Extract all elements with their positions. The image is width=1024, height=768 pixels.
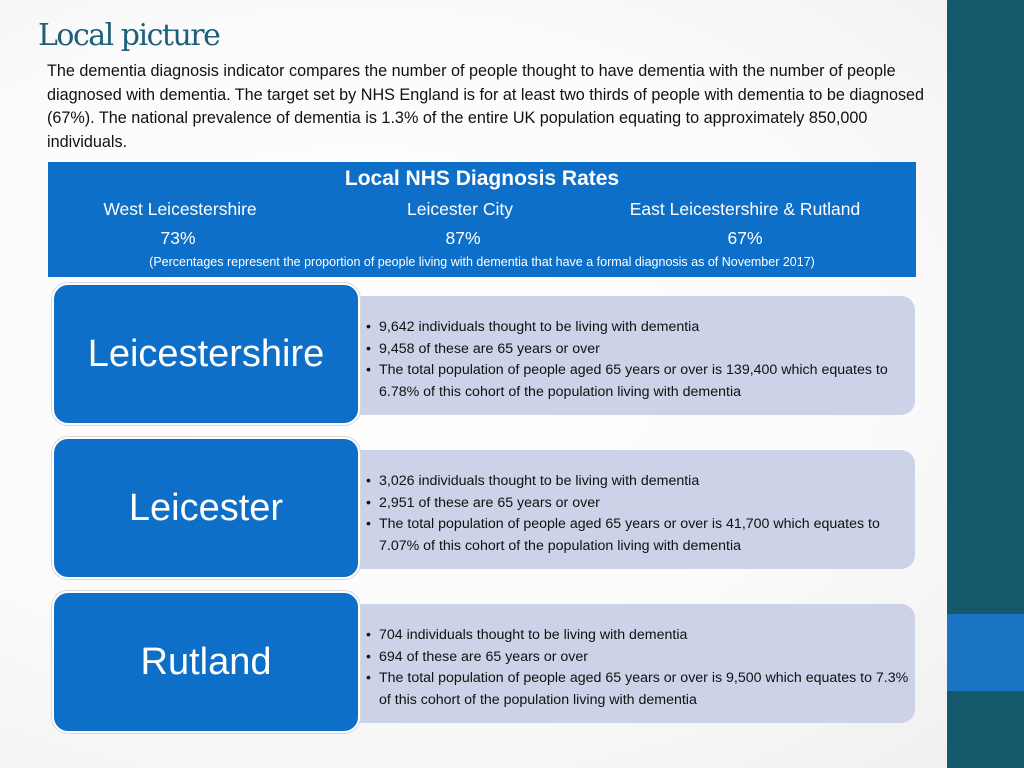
card-label-leicestershire: Leicestershire — [52, 283, 360, 425]
bullet-list — [366, 471, 911, 557]
right-sidebar-accent — [947, 614, 1024, 691]
rate-west-leicestershire: 73% — [160, 228, 196, 248]
diagnosis-rates-box — [48, 162, 916, 277]
rate-east-leicestershire-rutland: 67% — [727, 228, 763, 248]
card-label-rutland: Rutland — [52, 591, 360, 733]
area-east-leicestershire-rutland: East Leicestershire & Rutland — [629, 199, 861, 219]
bullet-item: • 9,458 of these are 65 years or over — [366, 339, 911, 361]
rates-title: Local NHS Diagnosis Rates — [344, 167, 620, 190]
rate-leicester-city: 87% — [445, 228, 481, 248]
card-details-leicestershire — [330, 296, 915, 415]
area-west-leicestershire: West Leicestershire — [103, 199, 257, 219]
bullet-item: • The total population of people aged 65 years or over is 41,700 which equates to 7.07% of this cohort of the population living with dementia — [366, 514, 911, 557]
card-label-leicester: Leicester — [52, 437, 360, 579]
bullet-list — [366, 317, 911, 403]
bullet-list — [366, 625, 911, 711]
intro-paragraph: The dementia diagnosis indicator compares the number of people thought to have dementia with the number of people diagnosed with dementia. The target set by NHS England is for at least two thirds of people with dementia to be diagnosed (67%). The national prevalence of dementia is 1.3% of the entire UK population equating to approximately 850,000 individuals. — [47, 62, 925, 151]
card-details-rutland — [330, 604, 915, 723]
card-details-leicester — [330, 450, 915, 569]
bullet-item: • 694 of these are 65 years or over — [366, 647, 911, 669]
bullet-item: • 9,642 individuals thought to be living with dementia — [366, 317, 911, 339]
bullet-item: • 704 individuals thought to be living with dementia — [366, 625, 911, 647]
bullet-item: • 3,026 individuals thought to be living with dementia — [366, 471, 911, 493]
bullet-item: • The total population of people aged 65 years or over is 139,400 which equates to 6.78% of this cohort of the population living with dementia — [366, 360, 911, 403]
bullet-item: • 2,951 of these are 65 years or over — [366, 493, 911, 515]
rates-footnote: (Percentages represent the proportion of people living with dementia that have a formal diagnosis as of November 2017) — [149, 255, 815, 269]
area-leicester-city: Leicester City — [406, 199, 513, 219]
page-title: Local picture — [38, 18, 220, 53]
bullet-item: • The total population of people aged 65 years or over is 9,500 which equates to 7.3% of this cohort of the population living with dementia — [366, 668, 911, 711]
